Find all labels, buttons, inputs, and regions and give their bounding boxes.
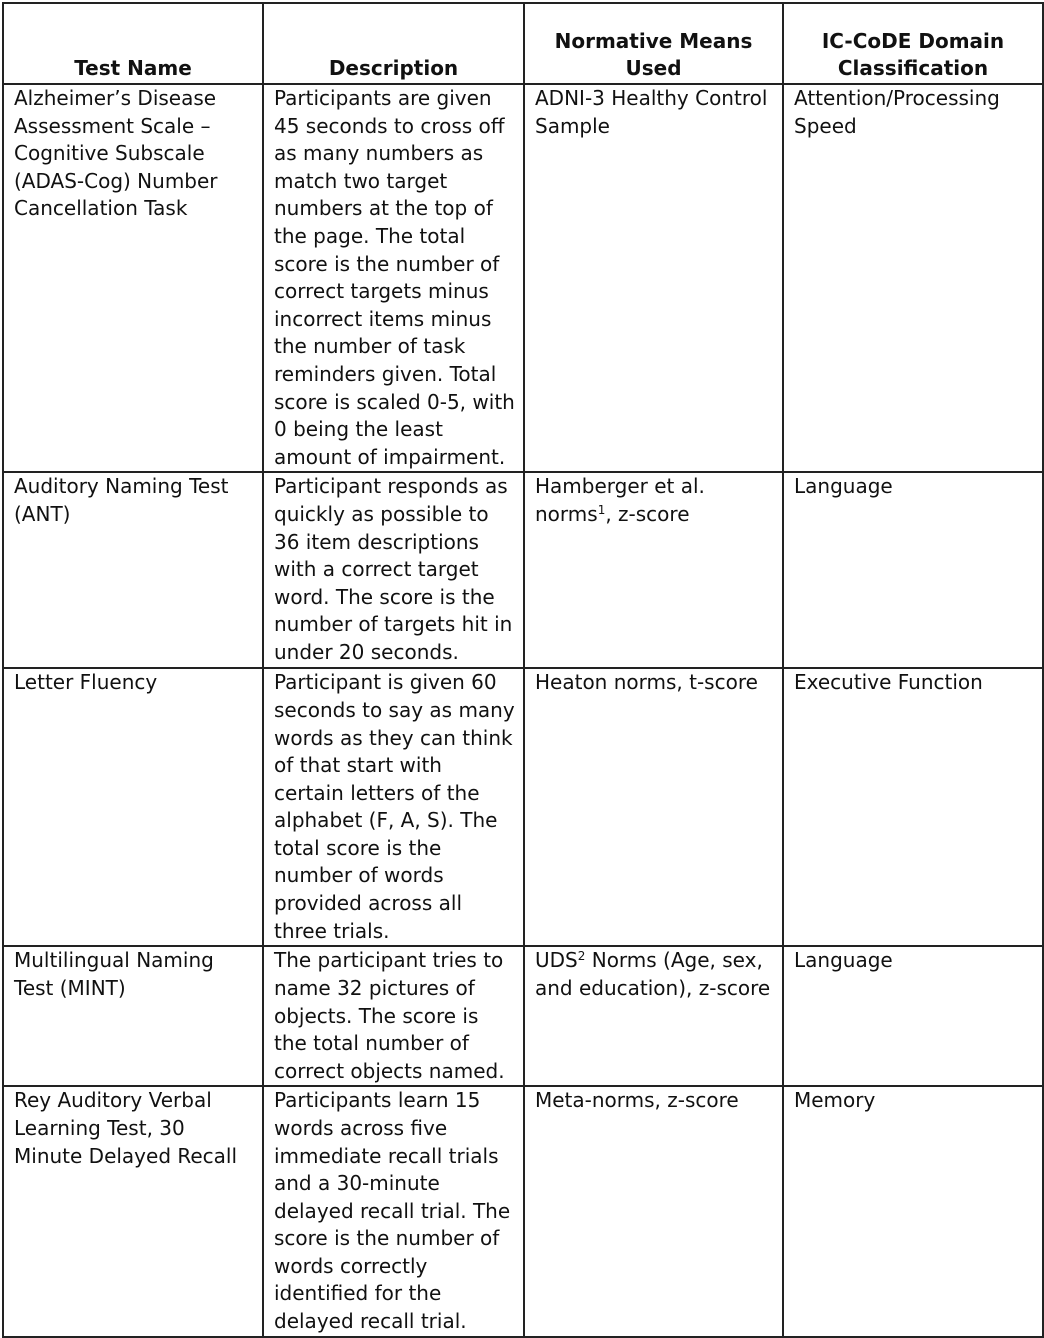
cell-normative <box>524 946 783 1086</box>
footnote-marker: 2 <box>577 949 586 964</box>
cell-domain: Language <box>783 946 1043 1086</box>
cell-test-name: Multilingual Naming Test (MINT) <box>3 946 263 1086</box>
header-domain-classification: IC-CoDE Domain Classification <box>783 3 1043 84</box>
cell-domain: Attention/Processing Speed <box>783 84 1043 472</box>
normative-text-rest: , z-score <box>605 501 690 526</box>
cell-domain: Executive Function <box>783 668 1043 946</box>
cell-normative <box>524 84 783 472</box>
cell-normative <box>524 1086 783 1336</box>
cell-description: The participant tries to name 32 pictures of objects. The score is the total number of correct objects named. <box>263 946 524 1086</box>
table-row <box>3 1086 1043 1336</box>
table-row <box>3 84 1043 472</box>
cell-description: Participants learn 15 words across five immediate recall trials and a 30-minute delayed recall trial. The score is the number of words correctly identified for the delayed recall trial. <box>263 1086 524 1336</box>
cell-normative <box>524 472 783 668</box>
cell-description: Participant is given 60 seconds to say as many words as they can think of that start with certain letters of the alphabet (F, A, S). The total score is the number of words provided across all three trials. <box>263 668 524 946</box>
table-row <box>3 668 1043 946</box>
header-normative-means: Normative Means Used <box>524 3 783 84</box>
normative-text: Heaton norms, t-score <box>535 670 758 695</box>
footnote-marker: 1 <box>597 502 606 517</box>
normative-text: ADNI-3 Healthy Control Sample <box>535 86 768 138</box>
header-row <box>3 3 1043 84</box>
cell-test-name: Auditory Naming Test (ANT) <box>3 472 263 668</box>
header-description: Description <box>263 3 524 84</box>
cognitive-tests-table <box>2 2 1044 1338</box>
table-row <box>3 946 1043 1086</box>
cell-test-name: Alzheimer’s Disease Assessment Scale – Cognitive Subscale (ADAS-Cog) Number Cancellation Task <box>3 84 263 472</box>
cell-description: Participants are given 45 seconds to cross off as many numbers as match two target numbers at the top of the page. The total score is the number of correct targets minus incorrect items minus the number of task reminders given. Total score is scaled 0-5, with 0 being the least amount of impairment. <box>263 84 524 472</box>
cell-test-name: Letter Fluency <box>3 668 263 946</box>
cell-domain: Language <box>783 472 1043 668</box>
table-row <box>3 472 1043 668</box>
cell-normative <box>524 668 783 946</box>
normative-text: UDS <box>535 948 578 973</box>
normative-text-rest: Norms (Age, sex, and education), z-score <box>535 948 771 1000</box>
normative-text: Hamberger et al. norms <box>535 474 705 526</box>
header-test-name: Test Name <box>3 3 263 84</box>
normative-text: Meta-norms, z-score <box>535 1088 739 1113</box>
cell-description: Participant responds as quickly as possible to 36 item descriptions with a correct target word. The score is the number of targets hit in under 20 seconds. <box>263 472 524 668</box>
cell-test-name: Rey Auditory Verbal Learning Test, 30 Minute Delayed Recall <box>3 1086 263 1336</box>
cell-domain: Memory <box>783 1086 1043 1336</box>
